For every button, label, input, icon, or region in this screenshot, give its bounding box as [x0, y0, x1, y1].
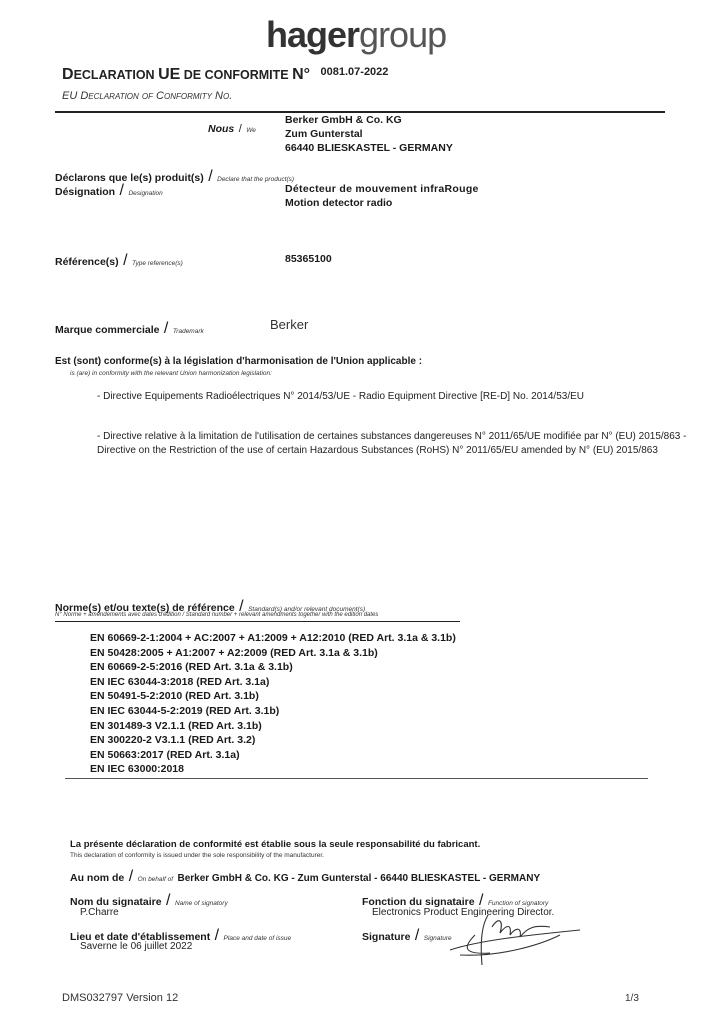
standard-item: EN 301489-3 V2.1.1 (RED Art. 3.1b): [90, 719, 262, 732]
label-fr: Nom du signataire: [70, 896, 162, 908]
standards-divider: [55, 621, 460, 622]
handwritten-signature: [420, 905, 600, 970]
label-en: Name of signatory: [174, 900, 228, 907]
responsibility-statement: La présente déclaration de conformité est établie sous la seule responsabilité du fabricant.: [70, 839, 481, 850]
label-fr: Norme(s) et/ou texte(s) de référence: [55, 602, 235, 614]
declaration-number: 0081.07-2022: [320, 66, 389, 78]
logo-bold: hager: [266, 14, 360, 55]
header-divider: [55, 111, 665, 113]
manufacturer-label: Nous / We: [208, 123, 256, 135]
company-logo: [266, 14, 446, 56]
title-part: UE: [158, 66, 181, 83]
conformity-label: Est (sont) conforme(s) à la législation d'harmonisation de l'Union applicable :: [55, 356, 423, 367]
label-fr: Marque commerciale: [55, 324, 160, 336]
label-fr: Fonction du signataire: [362, 896, 475, 908]
title-part: N°: [292, 66, 311, 83]
signature-label: Signature / Signature: [362, 927, 452, 944]
directive-item: - Directive relative à la limitation de l'utilisation de certaines substances dangereuses N° 2011/65/UE modifiée par N° (EU) 2015/863 -: [97, 431, 687, 442]
responsibility-statement-en: This declaration of conformity is issued under the sole responsibility of the manufacturer.: [70, 852, 324, 859]
title-part: ECLARATION: [73, 68, 159, 82]
reference-label: Référence(s) / Type reference(s): [55, 252, 183, 269]
manufacturer-line: Berker GmbH & Co. KG: [285, 114, 402, 126]
page-number: 1/3: [625, 993, 639, 1004]
signatory-name: P.Charre: [80, 907, 119, 918]
standard-item: EN 50491-5-2:2010 (RED Art. 3.1b): [90, 690, 259, 703]
standard-item: EN IEC 63044-5-2:2019 (RED Art. 3.1b): [90, 704, 280, 717]
label-fr: Au nom de: [70, 872, 125, 884]
label-fr: Signature: [362, 931, 411, 943]
manufacturer-line: 66440 BLIESKASTEL - GERMANY: [285, 142, 453, 154]
trademark-label: Marque commerciale / Trademark: [55, 320, 204, 337]
label-fr: Déclarons que le(s) produit(s): [55, 172, 204, 184]
place-date-value: Saverne le 06 juillet 2022: [80, 941, 193, 952]
label-en: We: [246, 127, 256, 134]
designation-label: Désignation / Designation: [55, 182, 163, 199]
label-en: Designation: [128, 190, 163, 197]
behalf-value: Berker GmbH & Co. KG - Zum Gunterstal - 66440 BLIESKASTEL - GERMANY: [177, 873, 541, 884]
label-en: Place and date of issue: [223, 935, 292, 942]
standards-list: [90, 631, 456, 777]
standards-note: N° Norme + amendements avec dates d'édition / Standard number + relevant amendments together with the edition dates: [55, 612, 379, 618]
label-en: Signature: [423, 935, 452, 942]
label-en: Type reference(s): [131, 260, 183, 267]
label-en: Declare that the product(s): [217, 176, 295, 183]
behalf-line: Au nom de / On behalf of Berker GmbH & Co. KG - Zum Gunterstal - 66440 BLIESKASTEL - GERMANY: [70, 868, 541, 885]
reference-value: 85365100: [285, 253, 332, 265]
standard-item: EN 50428:2005 + A1:2007 + A2:2009 (RED Art. 3.1a & 3.1b): [90, 646, 378, 659]
standard-item: EN 60669-2-1:2004 + AC:2007 + A1:2009 + A12:2010 (RED Art. 3.1a & 3.1b): [90, 632, 456, 644]
signatory-function: Electronics Product Engineering Director.: [372, 907, 555, 918]
designation-value-fr: Détecteur de mouvement infraRouge: [285, 183, 479, 195]
standard-item: EN 60669-2-5:2016 (RED Art. 3.1a & 3.1b): [90, 661, 293, 674]
standard-item: EN IEC 63000:2018: [90, 763, 184, 776]
title-part: D: [62, 66, 74, 83]
label-fr: Lieu et date d'établissement: [70, 931, 211, 943]
signatory-function-label: Fonction du signataire / Function of signatory: [362, 892, 549, 909]
directive-item: - Directive Equipements Radioélectriques N° 2014/53/UE - Radio Equipment Directive [RE-D] No. 2014/53/EU: [97, 391, 585, 402]
declare-label: Déclarons que le(s) produit(s) / Declare that the product(s): [55, 168, 295, 185]
signatory-name-label: Nom du signataire / Name of signatory: [70, 892, 228, 909]
standard-item: EN IEC 63044-3:2018 (RED Art. 3.1a): [90, 675, 270, 688]
title-part: DE CONFORMITE: [180, 68, 293, 82]
standards-label: Norme(s) et/ou texte(s) de référence / Standard(s) and/or relevant document(s): [55, 598, 366, 615]
label-en: Function of signatory: [487, 900, 549, 907]
label-en: Standard(s) and/or relevant document(s): [248, 606, 366, 613]
page-title: [62, 66, 388, 84]
label-fr: Nous: [208, 123, 235, 135]
label-en: Trademark: [172, 328, 204, 335]
manufacturer-line: Zum Gunterstal: [285, 128, 363, 140]
label-en: On behalf of: [137, 876, 174, 883]
label-fr: Référence(s): [55, 256, 119, 268]
document-version: DMS032797 Version 12: [62, 992, 179, 1004]
conformity-label-en: is (are) in conformity with the relevant Union harmonization legislation:: [70, 370, 272, 377]
page-subtitle: EU Declaration of Conformity No.: [62, 90, 233, 102]
directive-item: Directive on the Restriction of the use of certain Hazardous Substances (RoHS) N° 2011/65/EU amended by N° (EU) 2015/863: [97, 445, 658, 456]
designation-value-en: Motion detector radio: [285, 197, 393, 209]
logo-light: group: [359, 14, 447, 55]
place-date-label: Lieu et date d'établissement / Place and date of issue: [70, 927, 292, 944]
standard-item: EN 300220-2 V3.1.1 (RED Art. 3.2): [90, 734, 256, 747]
standard-item: EN 50663:2017 (RED Art. 3.1a): [90, 748, 240, 761]
section-divider: [65, 778, 648, 779]
trademark-value: Berker: [270, 317, 309, 332]
label-fr: Désignation: [55, 186, 116, 198]
